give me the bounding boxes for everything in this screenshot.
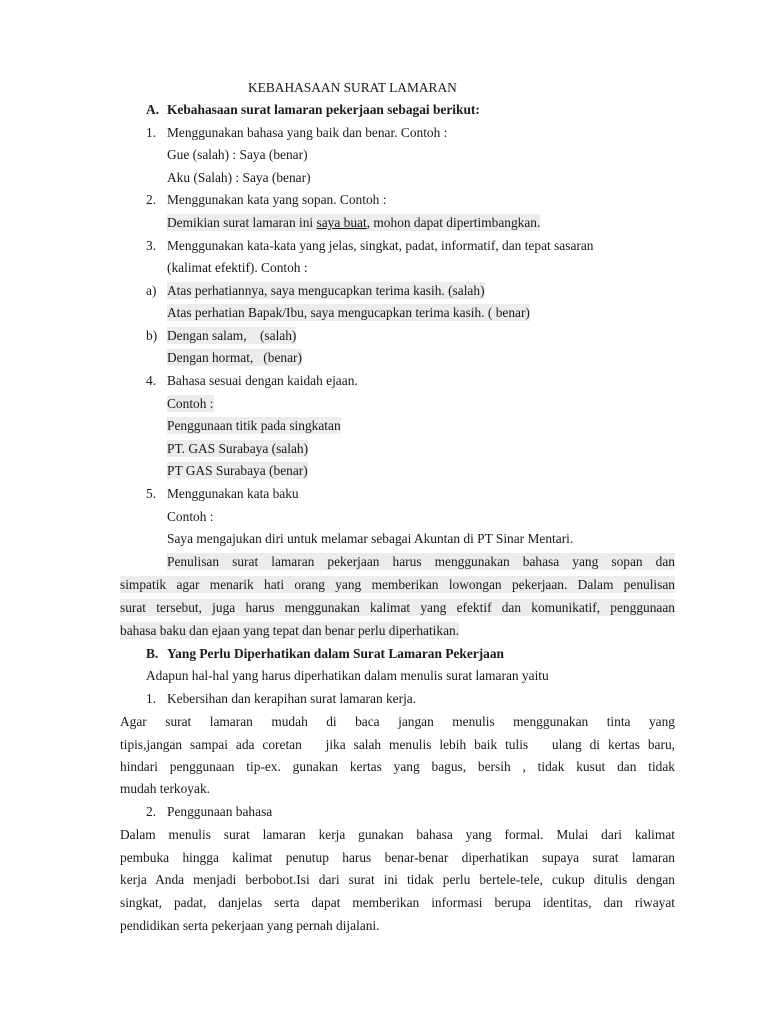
b-item1-text: Kebersihan dan kerapihan surat lamaran kerja. — [167, 691, 417, 706]
b-item1-para-line2: tipis,jangan sampai ada coretan jika salah menulis lebih baik tulis ulang di kertas baru, — [120, 737, 675, 752]
b-item2-marker: 2. — [146, 804, 157, 819]
a-item5-marker: 5. — [146, 486, 157, 501]
a-item5-text: Menggunakan kata baku — [167, 486, 299, 501]
b-item2-para-line2: pembuka hingga kalimat penutup harus benar-benar diperhatikan supaya surat lamaran — [120, 850, 675, 865]
a-item3-b-marker: b) — [146, 328, 158, 343]
b-item2-para-line4: singkat, padat, danjelas serta dapat memberikan informasi berupa identitas, dan riwayat — [120, 895, 675, 910]
section-a-marker: A. — [146, 102, 160, 117]
a-item3-marker: 3. — [146, 238, 157, 253]
a-item3-b-line2: Dengan hormat, (benar) — [167, 350, 302, 365]
a-item3-text-cont: (kalimat efektif). Contoh : — [167, 260, 308, 275]
a-item2-example-pre: Demikian surat lamaran ini — [167, 215, 317, 230]
a-item2-text: Menggunakan kata yang sopan. Contoh : — [167, 192, 387, 207]
b-item1-para-line3: hindari penggunaan tip-ex. gunakan kertas yang bagus, bersih , tidak kusut dan tidak — [120, 759, 675, 774]
a-item4-marker: 4. — [146, 373, 157, 388]
a-item3-text: Menggunakan kata-kata yang jelas, singkat, padat, informatif, dan tepat sasaran — [167, 238, 594, 253]
b-item1-para-line4: mudah terkoyak. — [120, 781, 210, 796]
a-item4-contoh: Contoh : — [167, 396, 214, 411]
a-item2-example — [167, 214, 540, 231]
a-item3-a-line1: Atas perhatiannya, saya mengucapkan terima kasih. (salah) — [167, 283, 485, 298]
a-paragraph-line3: surat tersebut, juga harus menggunakan kalimat yang efektif dan komunikatif, penggunaan — [120, 600, 675, 615]
b-item2-para-line1: Dalam menulis surat lamaran kerja gunakan bahasa yang formal. Mulai dari kalimat — [120, 827, 675, 842]
a-item2-example-underlined: saya buat — [316, 215, 367, 230]
b-item2-text: Penggunaan bahasa — [167, 804, 273, 819]
section-b-intro: Adapun hal-hal yang harus diperhatikan dalam menulis surat lamaran yaitu — [146, 668, 549, 683]
section-a-heading: Kebahasaan surat lamaran pekerjaan sebagai berikut: — [167, 102, 480, 117]
a-item4-line3: PT GAS Surabaya (benar) — [167, 463, 308, 478]
a-paragraph-line1: Penulisan surat lamaran pekerjaan harus menggunakan bahasa yang sopan dan — [167, 554, 675, 569]
a-item5-contoh: Contoh : — [167, 509, 214, 524]
a-item5-line1: Saya mengajukan diri untuk melamar sebagai Akuntan di PT Sinar Mentari. — [167, 531, 574, 546]
b-item1-para-line1: Agar surat lamaran mudah di baca jangan menulis menggunakan tinta yang — [120, 714, 675, 729]
a-paragraph-line4: bahasa baku dan ejaan yang tepat dan benar perlu diperhatikan. — [120, 623, 460, 638]
a-item3-b-line1: Dengan salam, (salah) — [167, 328, 297, 343]
b-item2-para-line3: kerja Anda menjadi berbobot.Isi dari surat ini tidak perlu bertele-tele, cukup ditulis dengan — [120, 872, 675, 887]
a-item3-a-line2: Atas perhatian Bapak/Ibu, saya mengucapkan terima kasih. ( benar) — [167, 305, 530, 320]
a-item4-text: Bahasa sesuai dengan kaidah ejaan. — [167, 373, 358, 388]
a-paragraph-line2: simpatik agar menarik hati orang yang memberikan lowongan pekerjaan. Dalam penulisan — [120, 577, 675, 592]
a-item1-marker: 1. — [146, 125, 157, 140]
a-item1-example-2: Aku (Salah) : Saya (benar) — [167, 170, 311, 185]
a-item2-example-post: , mohon dapat dipertimbangkan. — [366, 215, 541, 230]
section-b-marker: B. — [146, 646, 159, 661]
a-item1-text: Menggunakan bahasa yang baik dan benar. Contoh : — [167, 125, 448, 140]
a-item2-marker: 2. — [146, 192, 157, 207]
b-item2-para-line5: pendidikan serta pekerjaan yang pernah dijalani. — [120, 918, 380, 933]
a-item3-a-marker: a) — [146, 283, 157, 298]
a-item4-line1: Penggunaan titik pada singkatan — [167, 418, 341, 433]
page-title: KEBAHASAAN SURAT LAMARAN — [248, 80, 457, 95]
a-item1-example-1: Gue (salah) : Saya (benar) — [167, 147, 308, 162]
section-b-heading: Yang Perlu Diperhatikan dalam Surat Lamaran Pekerjaan — [167, 646, 505, 661]
b-item1-marker: 1. — [146, 691, 157, 706]
a-item4-line2: PT. GAS Surabaya (salah) — [167, 441, 309, 456]
